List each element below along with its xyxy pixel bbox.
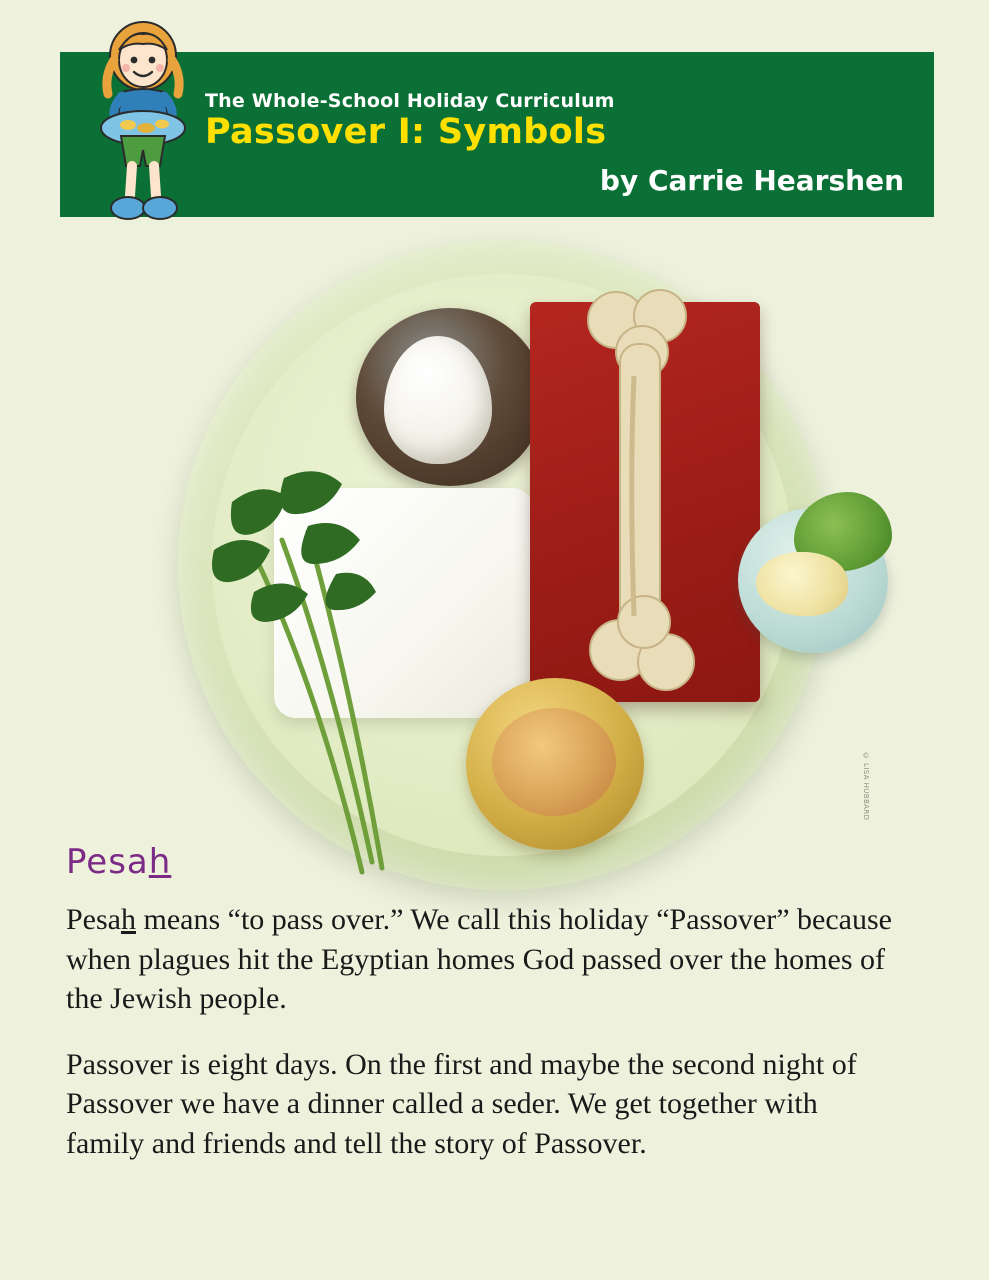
page-title: Passover I: Symbols: [205, 112, 607, 152]
charoset-bowl: [466, 678, 644, 850]
parsley-karpas: [196, 462, 456, 882]
article-body: [66, 900, 896, 1190]
paragraph-1: [66, 900, 896, 1019]
paragraph-1-rest: means “to pass over.” We call this holiday “Passover” because when plagues hit the Egyptian homes God passed over the homes of the Jewish people.: [66, 903, 892, 1016]
paragraph-1-lead-underlined: h: [121, 903, 136, 936]
seder-plate-photo: [118, 222, 878, 902]
roasted-egg: [384, 336, 492, 464]
seder-plate: [178, 240, 828, 890]
section-heading-text: Pesa: [66, 842, 149, 882]
charoset: [492, 708, 616, 816]
photo-credit: © LISA HUBBARD: [862, 752, 870, 821]
girl-with-seder-plate-illustration: [88, 16, 198, 231]
paragraph-2: Passover is eight days. On the first and maybe the second night of Passover we have a dinner called a seder. We get together with family and friends and tell the story of Passover.: [66, 1047, 857, 1160]
paragraph-1-lead: Pesa: [66, 903, 121, 936]
author-byline: by Carrie Hearshen: [599, 164, 904, 197]
section-heading-underlined: h: [148, 842, 172, 882]
section-heading: [66, 842, 171, 882]
shank-bone: [576, 286, 706, 706]
egg-bowl: [356, 308, 544, 486]
horseradish-bowl: [738, 508, 888, 653]
grated-horseradish: [756, 552, 848, 616]
banner-kicker: The Whole-School Holiday Curriculum: [205, 90, 615, 112]
